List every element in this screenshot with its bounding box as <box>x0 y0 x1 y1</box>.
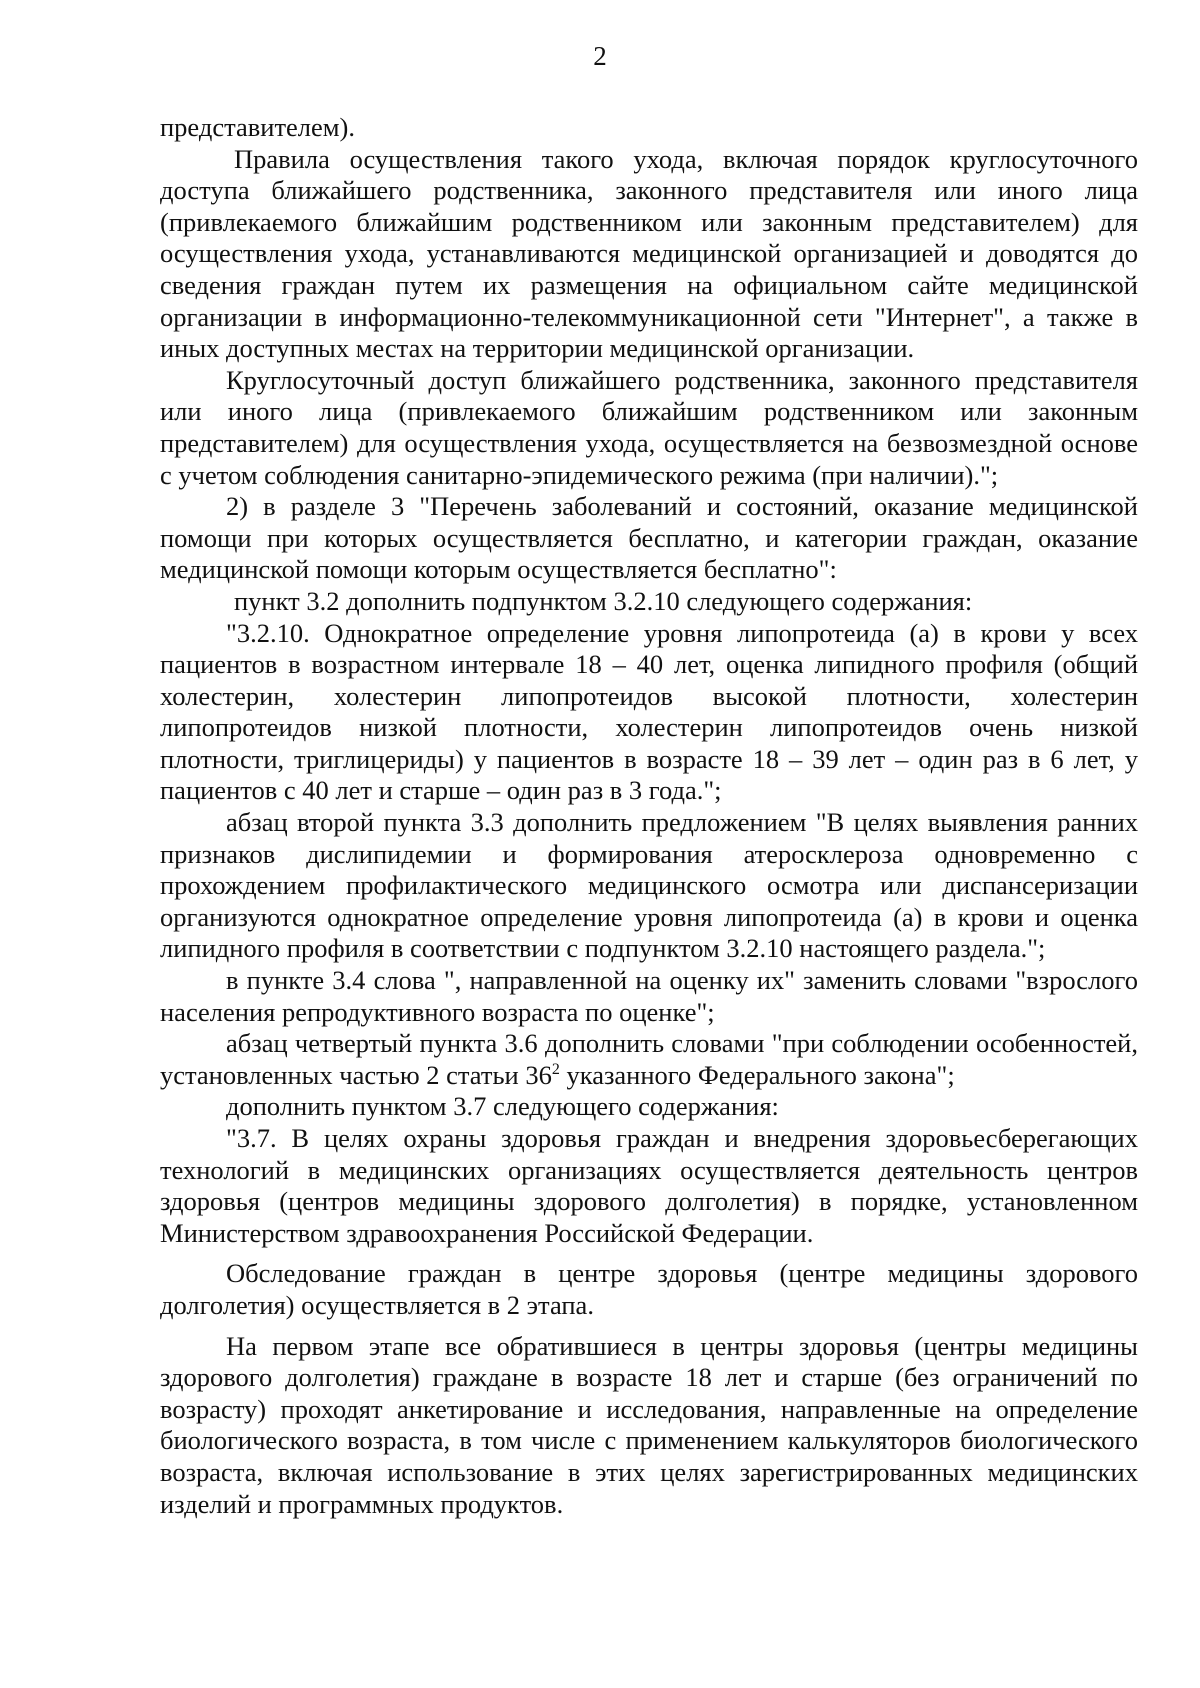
page-number: 2 <box>593 41 607 71</box>
paragraph-section-3-amendment: 2) в разделе 3 "Перечень заболеваний и состояний, оказание медицинской помощи при которых осуществляется бесплатно, и категории граждан, оказание медицинской помощи которым осуществляется бесплатно": <box>160 491 1138 585</box>
paragraph-continuation: представителем). <box>160 112 355 142</box>
paragraph-round-the-clock-access: Круглосуточный доступ ближайшего родственника, законного представителя или иного лица (привлекаемого ближайшим родственником или законным представителем) для осуществления ухода, осуществляется на безвозмездной основе с учетом соблюдения санитарно-эпидемического режима (при наличии)."; <box>160 364 1138 490</box>
paragraph-add-point-3-7: дополнить пунктом 3.7 следующего содержания: <box>226 1091 779 1122</box>
paragraph-point-3-2: пункт 3.2 дополнить подпунктом 3.2.10 следующего содержания: <box>234 585 973 616</box>
article-superscript: 2 <box>551 1060 560 1078</box>
paragraph-first-stage: На первом этапе все обратившиеся в центры здоровья (центры медицины здорового долголетия) граждане в возрасте 18 лет и старше (без ограничений по возрасту) проходят анкетирование и исследования, направленные на определение биологического возраста, в том числе с применением калькуляторов биологического возраста, включая использование в этих целях зарегистрированных медицинских изделий и программных продуктов. <box>160 1330 1138 1519</box>
point-3-6-text-after: указанного Федерального закона"; <box>559 1059 955 1090</box>
paragraph-care-rules: Правила осуществления такого ухода, включая порядок круглосуточного доступа ближайшего родственника, законного представителя или иного лица (привлекаемого ближайшим родственником или законным представителем) для осуществления ухода, устанавливаются медицинской организацией и доводятся до сведения граждан путем их размещения на официальном сайте медицинской организации в информационно-телекоммуникационной сети "Интернет", а также в иных доступных местах на территории медицинской организации. <box>160 143 1138 364</box>
document-body <box>160 112 1138 1520</box>
paragraph-point-3-6 <box>160 1028 1138 1091</box>
paragraph-subpoint-3-2-10: "3.2.10. Однократное определение уровня липопротеида (а) в крови у всех пациентов в возрастном интервале 18 – 40 лет, оценка липидного профиля (общий холестерин, холестерин липопротеидов высокой плотности, холестерин липопротеидов низкой плотности, холестерин липопротеидов очень низкой плотности, триглицериды) у пациентов в возрасте 18 – 39 лет – один раз в 6 лет, у пациентов с 40 лет и старше – один раз в 3 года."; <box>160 617 1138 806</box>
paragraph-point-3-3: абзац второй пункта 3.3 дополнить предложением "В целях выявления ранних признаков дислипидемии и формирования атеросклероза одновременно с прохождением профилактического медицинского осмотра или диспансеризации организуются однократное определение уровня липопротеида (а) в крови и оценка липидного профиля в соответствии с подпунктом 3.2.10 настоящего раздела."; <box>160 807 1138 964</box>
paragraph-point-3-4: в пункте 3.4 слова ", направленной на оценку их" заменить словами "взрослого населения репродуктивного возраста по оценке"; <box>160 965 1138 1027</box>
paragraph-two-stages: Обследование граждан в центре здоровья (центре медицины здорового долголетия) осуществляется в 2 этапа. <box>160 1258 1138 1320</box>
point-3-6-text-before: абзац четвертый пункта 3.6 дополнить словами "при соблюдении особенностей, установленных частью 2 статьи 36 <box>160 1028 1138 1090</box>
paragraph-point-3-7: "3.7. В целях охраны здоровья граждан и внедрения здоровьесберегающих технологий в медицинских организациях осуществляется деятельность центров здоровья (центров медицины здорового долголетия) в порядке, установленном Министерством здравоохранения Российской Федерации. <box>160 1123 1138 1248</box>
